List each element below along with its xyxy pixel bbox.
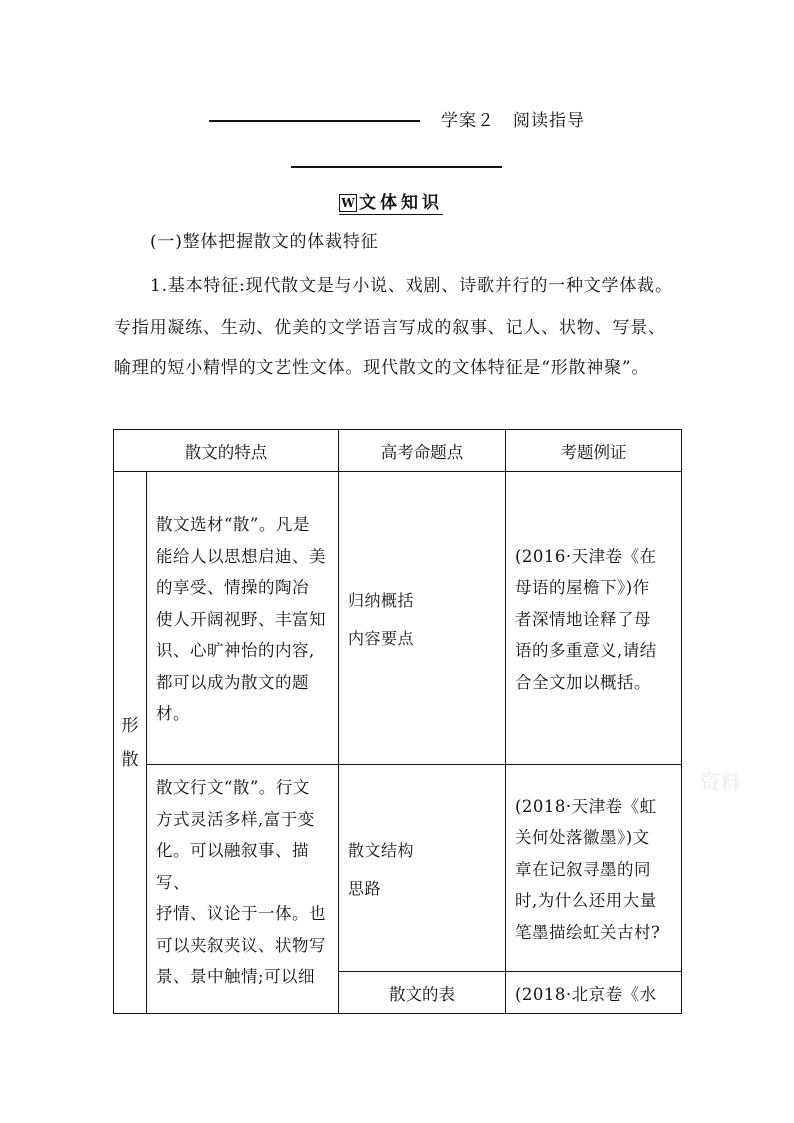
example-line: 关何处落徽墨》)文	[515, 828, 650, 848]
example-line: (2018·北京卷《水	[515, 984, 657, 1004]
point-cell	[339, 972, 506, 1014]
paragraph-line-1: 1.基本特征:现代散文是与小说、戏剧、诗歌并行的一种文学体裁。	[150, 276, 673, 296]
example-cell	[506, 972, 682, 1014]
feature-line: 材。	[156, 704, 190, 724]
example-cell	[506, 472, 682, 765]
section-divider-rule	[291, 166, 502, 168]
page-title: 学案２ 阅读指导	[441, 111, 585, 131]
feature-line: 可以夹叙夹议、状物写	[156, 935, 326, 955]
point-cell	[339, 472, 506, 765]
point-line: 散文的表	[389, 984, 455, 1004]
group-label-char: 散	[121, 749, 139, 770]
feature-line: 的享受、情操的陶冶	[156, 578, 309, 598]
feature-line: 方式灵活多样,富于变	[156, 809, 315, 829]
table-row	[114, 765, 682, 972]
example-line: 者深情地诠释了母	[515, 609, 651, 629]
point-line: 思路	[348, 878, 382, 898]
subsection-heading: (一)整体把握散文的体裁特征	[150, 232, 379, 252]
section-title	[339, 188, 443, 215]
table-header-row	[114, 430, 682, 472]
group-label-cell	[114, 472, 147, 1014]
example-line: (2016·天津卷《在	[515, 546, 657, 566]
table-row	[114, 472, 682, 765]
w-icon: W	[339, 194, 357, 212]
header-left-rule	[209, 120, 420, 122]
feature-line: 都可以成为散文的题	[156, 672, 309, 692]
example-cell	[506, 765, 682, 972]
table-header-cell: 高考命题点	[339, 430, 506, 472]
feature-table	[113, 429, 682, 1014]
feature-line: 使人开阔视野、丰富知	[156, 609, 326, 629]
section-title-text: 文体知识	[359, 193, 443, 213]
example-line: 母语的屋檐下》)作	[515, 578, 650, 598]
example-line: 合全文加以概括。	[515, 672, 651, 692]
example-line: 章在记叙寻墨的同	[515, 859, 651, 879]
paragraph-line-2: 专指用凝练、生动、优美的文学语言写成的叙事、记人、状物、写景、	[114, 318, 666, 338]
point-cell	[339, 765, 506, 972]
feature-line: 抒情、议论于一体。也	[156, 904, 326, 923]
example-line: (2018·天津卷《虹	[515, 796, 657, 816]
table-header-cell: 散文的特点	[114, 430, 339, 472]
example-line: 笔墨描绘虹关古村?	[515, 922, 661, 942]
point-line: 归纳概括	[348, 590, 415, 610]
feature-line: 散文行文“散”。行文	[156, 778, 310, 797]
example-line: 时,为什么还用大量	[515, 891, 657, 911]
feature-line: 化。可以融叙事、描写、	[156, 841, 309, 892]
paragraph-line-3: 喻理的短小精悍的文艺性文体。现代散文的文体特征是“形散神聚”。	[114, 358, 650, 378]
feature-line: 识、心旷神怡的内容,	[156, 641, 315, 661]
example-line: 语的多重意义,请结	[515, 641, 657, 661]
point-line: 内容要点	[348, 628, 415, 648]
feature-cell	[147, 472, 339, 765]
group-label-char: 形	[121, 715, 139, 736]
watermark: 资料	[700, 770, 740, 794]
point-line: 散文结构	[348, 840, 415, 860]
feature-line: 散文选材“散”。凡是	[156, 515, 310, 535]
feature-line: 能给人以思想启迪、美	[156, 546, 326, 566]
feature-line: 景、景中触情;可以细	[156, 967, 316, 986]
table-header-cell: 考题例证	[506, 430, 682, 472]
feature-cell	[147, 765, 339, 1014]
